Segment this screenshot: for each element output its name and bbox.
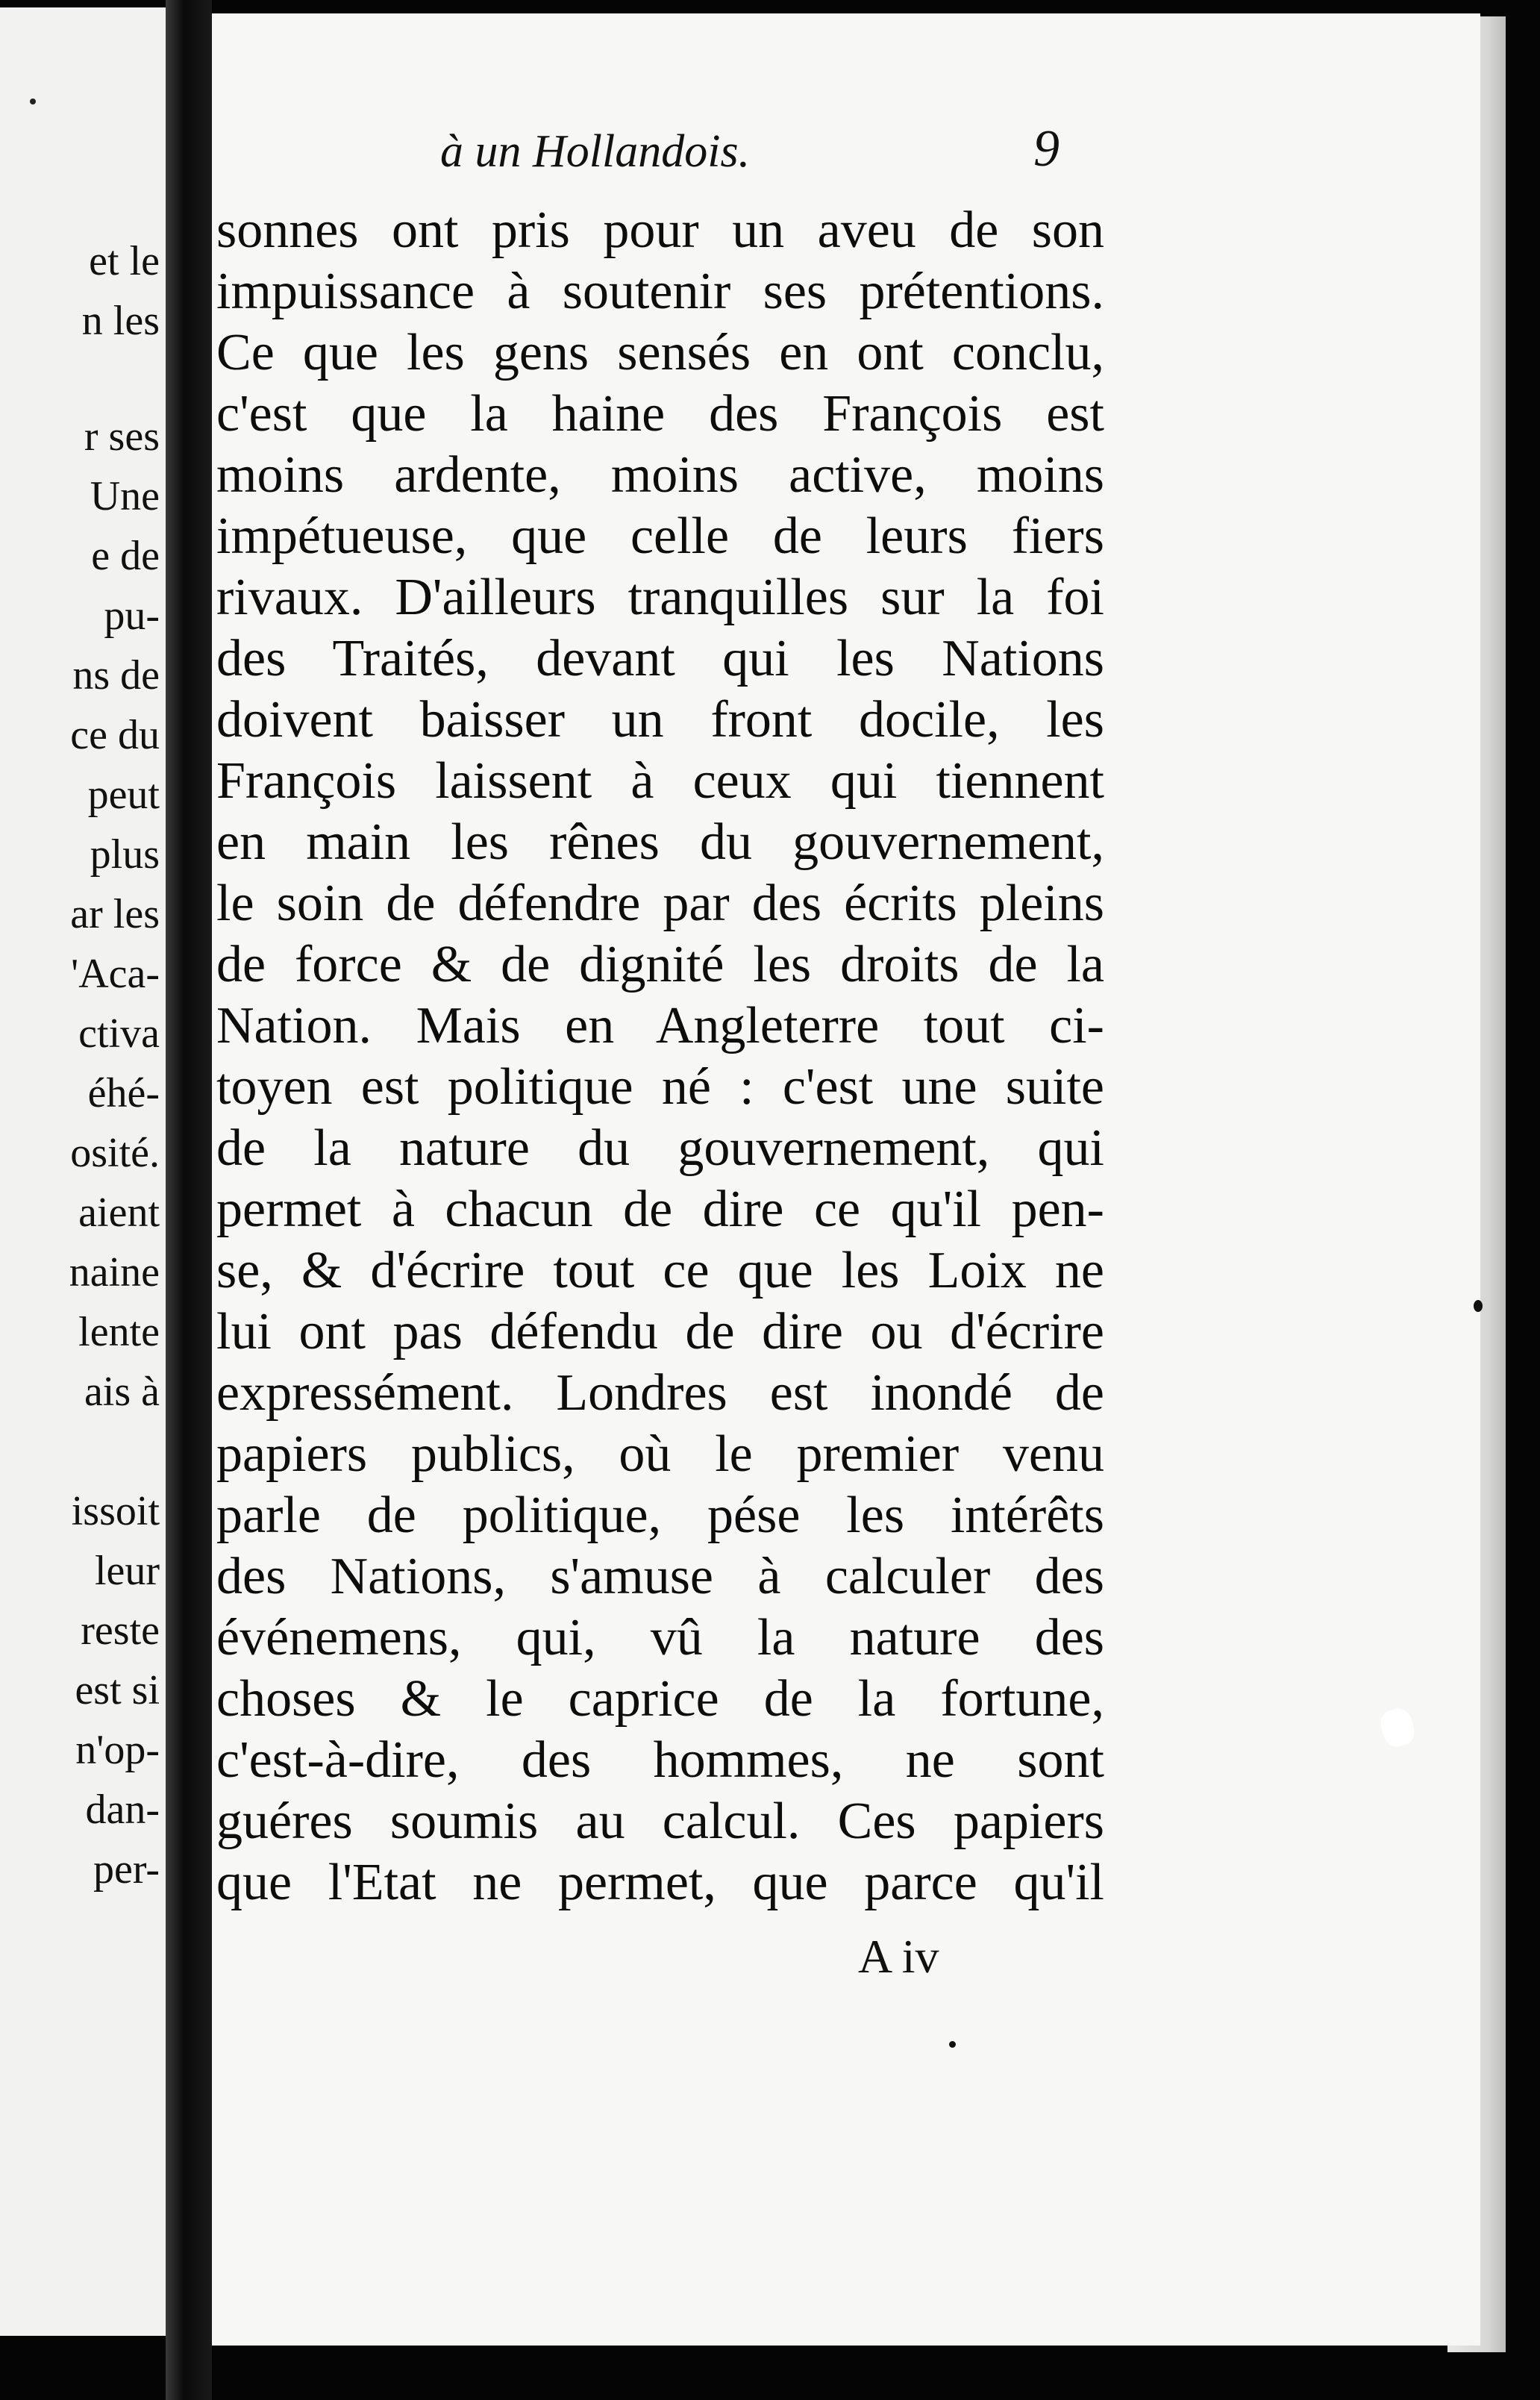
previous-page-line: ais à (84, 1369, 160, 1415)
paper-blemish (1377, 1705, 1418, 1749)
previous-page-line: éhé- (87, 1070, 160, 1116)
previous-page-line: ns de (72, 652, 160, 699)
body-text-line: choses & le caprice de la fortune, (216, 1670, 1104, 1728)
body-text-line: impétueuse, que celle de leurs fiers (216, 507, 1104, 565)
running-head: à un Hollandois. (440, 126, 751, 177)
body-text-line: c'est-à-dire, des hommes, ne sont (216, 1731, 1104, 1789)
previous-page-line: ctiva (78, 1010, 160, 1057)
body-text-line: impuissance à soutenir ses prétentions. (216, 263, 1104, 320)
body-text-line: guéres soumis au calcul. Ces papiers (216, 1793, 1104, 1850)
body-text-line: rivaux. D'ailleurs tranquilles sur la foi (216, 569, 1104, 626)
previous-page-line: e de (91, 533, 160, 579)
previous-page-line: n'op- (75, 1727, 160, 1773)
body-text-line: événemens, qui, vû la nature des (216, 1609, 1104, 1666)
book-gutter (166, 0, 212, 2400)
signature-mark: A iv (858, 1930, 939, 1983)
previous-page-line: lente (78, 1309, 160, 1355)
previous-page-line: dan- (85, 1787, 160, 1833)
body-text-line: des Traités, devant qui les Nations (216, 630, 1104, 687)
ink-speck (949, 2041, 956, 2048)
body-text-line: lui ont pas défendu de dire ou d'écrire (216, 1303, 1104, 1360)
body-text-line: permet à chacun de dire ce qu'il pen- (216, 1181, 1104, 1238)
previous-page-fragment (0, 7, 166, 2336)
previous-page-line: n les (81, 298, 160, 344)
previous-page-line: et le (89, 238, 160, 284)
page-number: 9 (1033, 120, 1059, 178)
previous-page-line: osité. (70, 1130, 160, 1176)
previous-page-line: per- (93, 1846, 160, 1893)
body-text-line: de la nature du gouvernement, qui (216, 1119, 1104, 1177)
ink-speck (30, 99, 36, 104)
previous-page-line: peut (87, 772, 160, 818)
previous-page-line: reste (81, 1607, 160, 1654)
previous-page-line: ar les (70, 891, 160, 937)
ink-speck (1474, 1300, 1483, 1312)
previous-page-line: leur (94, 1548, 160, 1594)
previous-page-line: naine (69, 1249, 160, 1296)
body-text-line: se, & d'écrire tout ce que les Loix ne (216, 1242, 1104, 1299)
body-text-line: en main les rênes du gouvernement, (216, 813, 1104, 871)
body-text-line: parle de politique, pése les intérêts (216, 1487, 1104, 1544)
body-text-line: Ce que les gens sensés en ont conclu, (216, 324, 1104, 381)
page-body-text (216, 200, 1104, 1913)
previous-page-line: ce du (70, 712, 160, 758)
body-text-line: Nation. Mais en Angleterre tout ci- (216, 997, 1104, 1054)
previous-page-line: pu- (104, 593, 160, 639)
previous-page-line: Une (90, 473, 160, 519)
previous-page-line: aient (78, 1190, 160, 1236)
body-text-line: François laissent à ceux qui tiennent (216, 752, 1104, 810)
body-text-line: papiers publics, où le premier venu (216, 1425, 1104, 1483)
previous-page-line: est si (75, 1667, 160, 1713)
body-text-line: de force & de dignité les droits de la (216, 936, 1104, 993)
body-text-line: des Nations, s'amuse à calculer des (216, 1548, 1104, 1605)
body-text-line: le soin de défendre par des écrits pleins (216, 875, 1104, 932)
previous-page-line: issoit (71, 1488, 160, 1534)
body-text-line: moins ardente, moins active, moins (216, 446, 1104, 504)
previous-page-line: 'Aca- (71, 951, 160, 997)
body-text-line: que l'Etat ne permet, que parce qu'il (216, 1854, 1104, 1911)
previous-page-line: r ses (84, 413, 160, 460)
previous-page-line: plus (90, 831, 160, 878)
body-text-line: toyen est politique né : c'est une suite (216, 1058, 1104, 1116)
body-text-line: expressément. Londres est inondé de (216, 1364, 1104, 1422)
body-text-line: doivent baisser un front docile, les (216, 691, 1104, 749)
body-text-line: sonnes ont pris pour un aveu de son (216, 201, 1104, 259)
body-text-line: c'est que la haine des François est (216, 385, 1104, 443)
